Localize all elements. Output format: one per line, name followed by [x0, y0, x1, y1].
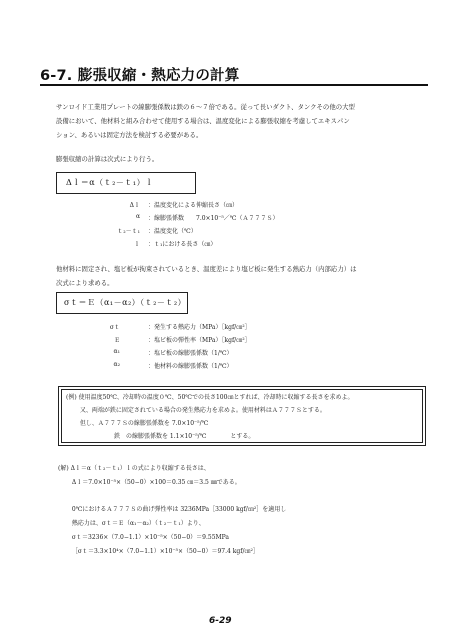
- example-line-1: (例) 使用温度50℃、冷却時の温度０℃、50℃での長さ100㎝とすれば、冷却時に収縮する長さを求めよ。: [66, 394, 354, 401]
- solution-line-4: 0℃におけるＡ７７７Ｓの曲げ弾性率は 3236MPa［33000 kgf/㎝²］を適用し: [58, 506, 287, 513]
- section-title: 6-7. 膨張収縮・熱応力の計算: [40, 68, 240, 84]
- stress-lead-line-1: 他材料に固定され、塩ビ板が拘束されているとき、温度差により塩ビ板に発生する熱応力（内部応力）は: [56, 265, 357, 273]
- expansion-lead: 膨張収縮の計算は次式により行う。: [56, 155, 159, 163]
- title-underline: [40, 84, 428, 86]
- def2-symbol: σｔ: [109, 324, 120, 331]
- def2-symbol: Ｅ: [113, 337, 120, 344]
- def1-symbol: ｌ: [133, 241, 140, 248]
- solution-line-6: σｔ＝3236×（7.0−1.1）×10⁻⁵×（50−0）＝9.55MPa: [58, 534, 230, 541]
- intro-line-2: 設備において、他材料と組み合わせて使用する場合は、温度変化による膨張収縮を考慮してエキスパン: [56, 117, 350, 125]
- example-line-4: 鉄 の線膨張係数を 1.1×10⁻⁵/℃ とする。: [66, 433, 255, 440]
- example-line-3: 但し、Ａ７７７Ｓの線膨張係数を 7.0×10⁻⁵/℃: [66, 420, 209, 427]
- def2-description: ：他材料の線膨張係数（1/℃）: [148, 363, 233, 370]
- def1-symbol: α: [135, 213, 140, 220]
- example-line-2: 又、両端が鉄に固定されている場合の発生熱応力を求めよ。使用材料はＡ７７７Ｓとする。: [66, 407, 326, 414]
- def1-description: ：ｔ₁における長さ（㎝）: [148, 241, 217, 248]
- def2-symbol: α₂: [113, 361, 120, 368]
- def2-description: ：塩ビ板の線膨張係数（1/℃）: [148, 350, 233, 357]
- def1-description: ：線膨張係数 7.0×10⁻⁵／℃（Ａ７７７Ｓ）: [148, 215, 279, 222]
- def2-description: ：塩ビ板の弾性率（MPa）［kgf/㎝²］: [148, 337, 251, 344]
- page-number: 6-29: [209, 616, 232, 626]
- stress-lead-line-2: 次式により求める。: [56, 279, 114, 287]
- def2-symbol: α₁: [113, 348, 120, 355]
- solution-line-5: 熱応力は、σｔ＝Ｅ（α₁－α₂）（ｔ₂－ｔ₁）より、: [58, 520, 205, 527]
- intro-line-1: サンロイド工業用プレートの線膨張係数は鉄の６～７倍である。従って長いダクト、タンクその他の大型: [56, 103, 355, 111]
- solution-line-2: Δｌ＝7.0×10⁻⁵×（50−0）×100＝0.35 ㎝＝3.5 ㎜である。: [58, 479, 241, 486]
- solution-line-1: (解) Δｌ＝α（ｔ₂－ｔ₁）ｌの式により収縮する長さは、: [58, 465, 210, 472]
- def1-symbol: Δｌ: [129, 202, 140, 209]
- def1-symbol: ｔ₂－ｔ₁: [117, 228, 140, 235]
- def1-description: ：温度変化（℃）: [148, 228, 197, 235]
- formula2: σｔ＝Ｅ（α₁－α₂）（ｔ₂－ｔ₂）: [64, 298, 187, 307]
- intro-line-3: ション、あるいは固定方法を検討する必要がある。: [56, 131, 203, 139]
- solution-line-7: ［σｔ＝3.3×10⁴×（7.0−1.1）×10⁻⁵×（50−0）＝97.4 kgf/㎝²］: [58, 548, 259, 555]
- def1-description: ：温度変化による伸縮長さ（㎝）: [148, 202, 239, 209]
- formula1: Δｌ＝α（ｔ₂－ｔ₁）ｌ: [66, 178, 154, 187]
- def2-description: ：発生する熱応力（MPa）［kgf/㎝²］: [148, 324, 251, 331]
